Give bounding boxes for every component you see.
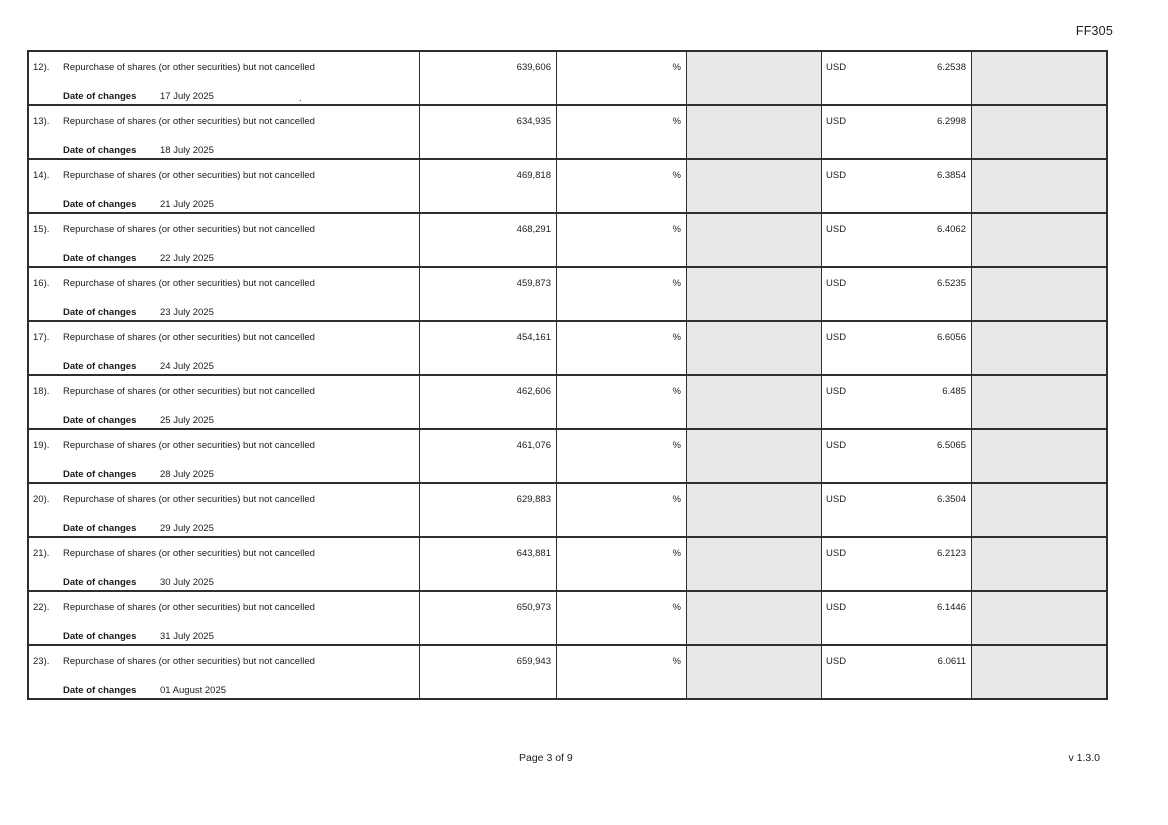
- currency-rate-cell: [822, 430, 972, 482]
- currency-rate-cell: [822, 376, 972, 428]
- shaded-empty-cell: [687, 214, 822, 266]
- percent-cell: %: [557, 322, 687, 374]
- exchange-rate: 6.3504: [936, 494, 966, 505]
- table-row: [29, 430, 1106, 484]
- currency-code: USD: [826, 116, 847, 127]
- shaded-empty-cell: [972, 484, 1106, 536]
- shaded-empty-cell: [972, 52, 1106, 104]
- row-description: Repurchase of shares (or other securities) but not cancelled: [63, 332, 315, 343]
- description-cell: [29, 106, 420, 158]
- date-of-changes-value: 30 July 2025: [160, 577, 214, 588]
- currency-code: USD: [826, 62, 847, 73]
- row-description: Repurchase of shares (or other securities) but not cancelled: [63, 278, 315, 289]
- shaded-empty-cell: [972, 106, 1106, 158]
- shaded-empty-cell: [687, 538, 822, 590]
- description-cell: [29, 52, 420, 104]
- percent-cell: %: [557, 376, 687, 428]
- date-of-changes-label: Date of changes: [63, 685, 137, 696]
- percent-cell: %: [557, 592, 687, 644]
- shares-quantity-cell: 650,973: [420, 592, 557, 644]
- shares-quantity-cell: 459,873: [420, 268, 557, 320]
- shares-quantity-cell: 634,935: [420, 106, 557, 158]
- description-cell: [29, 592, 420, 644]
- shaded-empty-cell: [687, 376, 822, 428]
- date-of-changes-label: Date of changes: [63, 199, 137, 210]
- row-number: 20).: [33, 494, 50, 505]
- description-cell: [29, 268, 420, 320]
- row-description: Repurchase of shares (or other securities) but not cancelled: [63, 602, 315, 613]
- date-of-changes-value: 18 July 2025: [160, 145, 214, 156]
- currency-code: USD: [826, 656, 847, 667]
- date-of-changes-value: 24 July 2025: [160, 361, 214, 372]
- date-of-changes-value: 25 July 2025: [160, 415, 214, 426]
- currency-code: USD: [826, 332, 847, 343]
- table-row: [29, 268, 1106, 322]
- shares-quantity-cell: 643,881: [420, 538, 557, 590]
- shares-quantity-cell: 629,883: [420, 484, 557, 536]
- currency-code: USD: [826, 494, 847, 505]
- date-of-changes-value: 21 July 2025: [160, 199, 214, 210]
- row-description: Repurchase of shares (or other securities) but not cancelled: [63, 548, 315, 559]
- version-label: v 1.3.0: [1068, 752, 1100, 764]
- percent-cell: %: [557, 106, 687, 158]
- table-row: [29, 322, 1106, 376]
- date-of-changes-label: Date of changes: [63, 361, 137, 372]
- row-number: 21).: [33, 548, 50, 559]
- table-row: [29, 52, 1106, 106]
- table-row: [29, 376, 1106, 430]
- row-number: 19).: [33, 440, 50, 451]
- date-of-changes-label: Date of changes: [63, 253, 137, 264]
- description-cell: [29, 538, 420, 590]
- shares-quantity-cell: 454,161: [420, 322, 557, 374]
- percent-cell: %: [557, 430, 687, 482]
- shaded-empty-cell: [972, 322, 1106, 374]
- row-number: 17).: [33, 332, 50, 343]
- currency-code: USD: [826, 224, 847, 235]
- currency-rate-cell: [822, 268, 972, 320]
- row-description: Repurchase of shares (or other securities) but not cancelled: [63, 170, 315, 181]
- row-description: Repurchase of shares (or other securities) but not cancelled: [63, 494, 315, 505]
- percent-cell: %: [557, 214, 687, 266]
- shaded-empty-cell: [687, 430, 822, 482]
- exchange-rate: 6.0611: [937, 656, 966, 667]
- description-cell: [29, 322, 420, 374]
- exchange-rate: 6.1446: [936, 602, 966, 613]
- row-number: 15).: [33, 224, 50, 235]
- date-of-changes-value: 28 July 2025: [160, 469, 214, 480]
- currency-code: USD: [826, 278, 847, 289]
- description-cell: [29, 430, 420, 482]
- row-number: 22).: [33, 602, 50, 613]
- date-of-changes-value: 01 August 2025: [160, 685, 227, 696]
- date-of-changes-label: Date of changes: [63, 415, 137, 426]
- shaded-empty-cell: [972, 538, 1106, 590]
- date-of-changes-value: 23 July 2025: [160, 307, 214, 318]
- shaded-empty-cell: [972, 430, 1106, 482]
- shaded-empty-cell: [972, 214, 1106, 266]
- repurchase-table: [27, 50, 1108, 700]
- exchange-rate: 6.4062: [936, 224, 966, 235]
- row-description: Repurchase of shares (or other securities) but not cancelled: [63, 386, 315, 397]
- currency-rate-cell: [822, 322, 972, 374]
- shaded-empty-cell: [972, 160, 1106, 212]
- percent-cell: %: [557, 538, 687, 590]
- shaded-empty-cell: [972, 268, 1106, 320]
- description-cell: [29, 484, 420, 536]
- row-number: 14).: [33, 170, 50, 181]
- shaded-empty-cell: [972, 376, 1106, 428]
- date-of-changes-label: Date of changes: [63, 91, 137, 102]
- exchange-rate: 6.2998: [936, 116, 966, 127]
- date-of-changes-label: Date of changes: [63, 469, 137, 480]
- currency-rate-cell: [822, 106, 972, 158]
- date-of-changes-label: Date of changes: [63, 307, 137, 318]
- row-description: Repurchase of shares (or other securities) but not cancelled: [63, 656, 315, 667]
- row-number: 23).: [33, 656, 50, 667]
- currency-rate-cell: [822, 646, 972, 698]
- shaded-empty-cell: [687, 592, 822, 644]
- exchange-rate: 6.2123: [936, 548, 966, 559]
- shares-quantity-cell: 468,291: [420, 214, 557, 266]
- date-of-changes-label: Date of changes: [63, 523, 137, 534]
- date-of-changes-label: Date of changes: [63, 577, 137, 588]
- shaded-empty-cell: [972, 646, 1106, 698]
- shaded-empty-cell: [687, 268, 822, 320]
- description-cell: [29, 214, 420, 266]
- shaded-empty-cell: [687, 322, 822, 374]
- exchange-rate: 6.5235: [936, 278, 966, 289]
- date-of-changes-value: 29 July 2025: [160, 523, 214, 534]
- currency-rate-cell: [822, 160, 972, 212]
- currency-rate-cell: [822, 214, 972, 266]
- row-number: 16).: [33, 278, 50, 289]
- description-cell: [29, 646, 420, 698]
- table-row: [29, 484, 1106, 538]
- percent-cell: %: [557, 646, 687, 698]
- form-code-label: FF305: [1075, 24, 1113, 38]
- currency-rate-cell: [822, 538, 972, 590]
- exchange-rate: 6.6056: [936, 332, 966, 343]
- percent-cell: %: [557, 484, 687, 536]
- percent-cell: %: [557, 52, 687, 104]
- table-row: [29, 592, 1106, 646]
- shares-quantity-cell: 461,076: [420, 430, 557, 482]
- shaded-empty-cell: [687, 646, 822, 698]
- row-number: 12).: [33, 62, 50, 73]
- exchange-rate: 6.5065: [936, 440, 966, 451]
- exchange-rate: 6.3854: [936, 170, 966, 181]
- currency-rate-cell: [822, 592, 972, 644]
- shaded-empty-cell: [687, 160, 822, 212]
- description-cell: [29, 160, 420, 212]
- description-cell: [29, 376, 420, 428]
- shaded-empty-cell: [687, 52, 822, 104]
- currency-rate-cell: [822, 484, 972, 536]
- currency-code: USD: [826, 386, 847, 397]
- table-row: [29, 160, 1106, 214]
- table-row: [29, 538, 1106, 592]
- date-of-changes-value: 31 July 2025: [160, 631, 214, 642]
- currency-code: USD: [826, 440, 847, 451]
- table-row: [29, 646, 1106, 698]
- row-number: 18).: [33, 386, 50, 397]
- shaded-empty-cell: [687, 106, 822, 158]
- row-number: 13).: [33, 116, 50, 127]
- row-description: Repurchase of shares (or other securities) but not cancelled: [63, 440, 315, 451]
- row-description: Repurchase of shares (or other securities) but not cancelled: [63, 224, 315, 235]
- stray-dot-mark: .: [299, 93, 302, 104]
- exchange-rate: 6.2538: [936, 62, 966, 73]
- date-of-changes-value: 17 July 2025: [160, 91, 214, 102]
- table-row: [29, 106, 1106, 160]
- row-description: Repurchase of shares (or other securities) but not cancelled: [63, 116, 315, 127]
- shaded-empty-cell: [972, 592, 1106, 644]
- currency-code: USD: [826, 548, 847, 559]
- currency-rate-cell: [822, 52, 972, 104]
- percent-cell: %: [557, 268, 687, 320]
- page-indicator: Page 3 of 9: [519, 752, 573, 764]
- shares-quantity-cell: 659,943: [420, 646, 557, 698]
- currency-code: USD: [826, 170, 847, 181]
- exchange-rate: 6.485: [942, 386, 966, 397]
- date-of-changes-label: Date of changes: [63, 145, 137, 156]
- shaded-empty-cell: [687, 484, 822, 536]
- date-of-changes-label: Date of changes: [63, 631, 137, 642]
- row-description: Repurchase of shares (or other securities) but not cancelled: [63, 62, 315, 73]
- shares-quantity-cell: 639,606: [420, 52, 557, 104]
- shares-quantity-cell: 469,818: [420, 160, 557, 212]
- currency-code: USD: [826, 602, 847, 613]
- table-row: [29, 214, 1106, 268]
- date-of-changes-value: 22 July 2025: [160, 253, 214, 264]
- percent-cell: %: [557, 160, 687, 212]
- shares-quantity-cell: 462,606: [420, 376, 557, 428]
